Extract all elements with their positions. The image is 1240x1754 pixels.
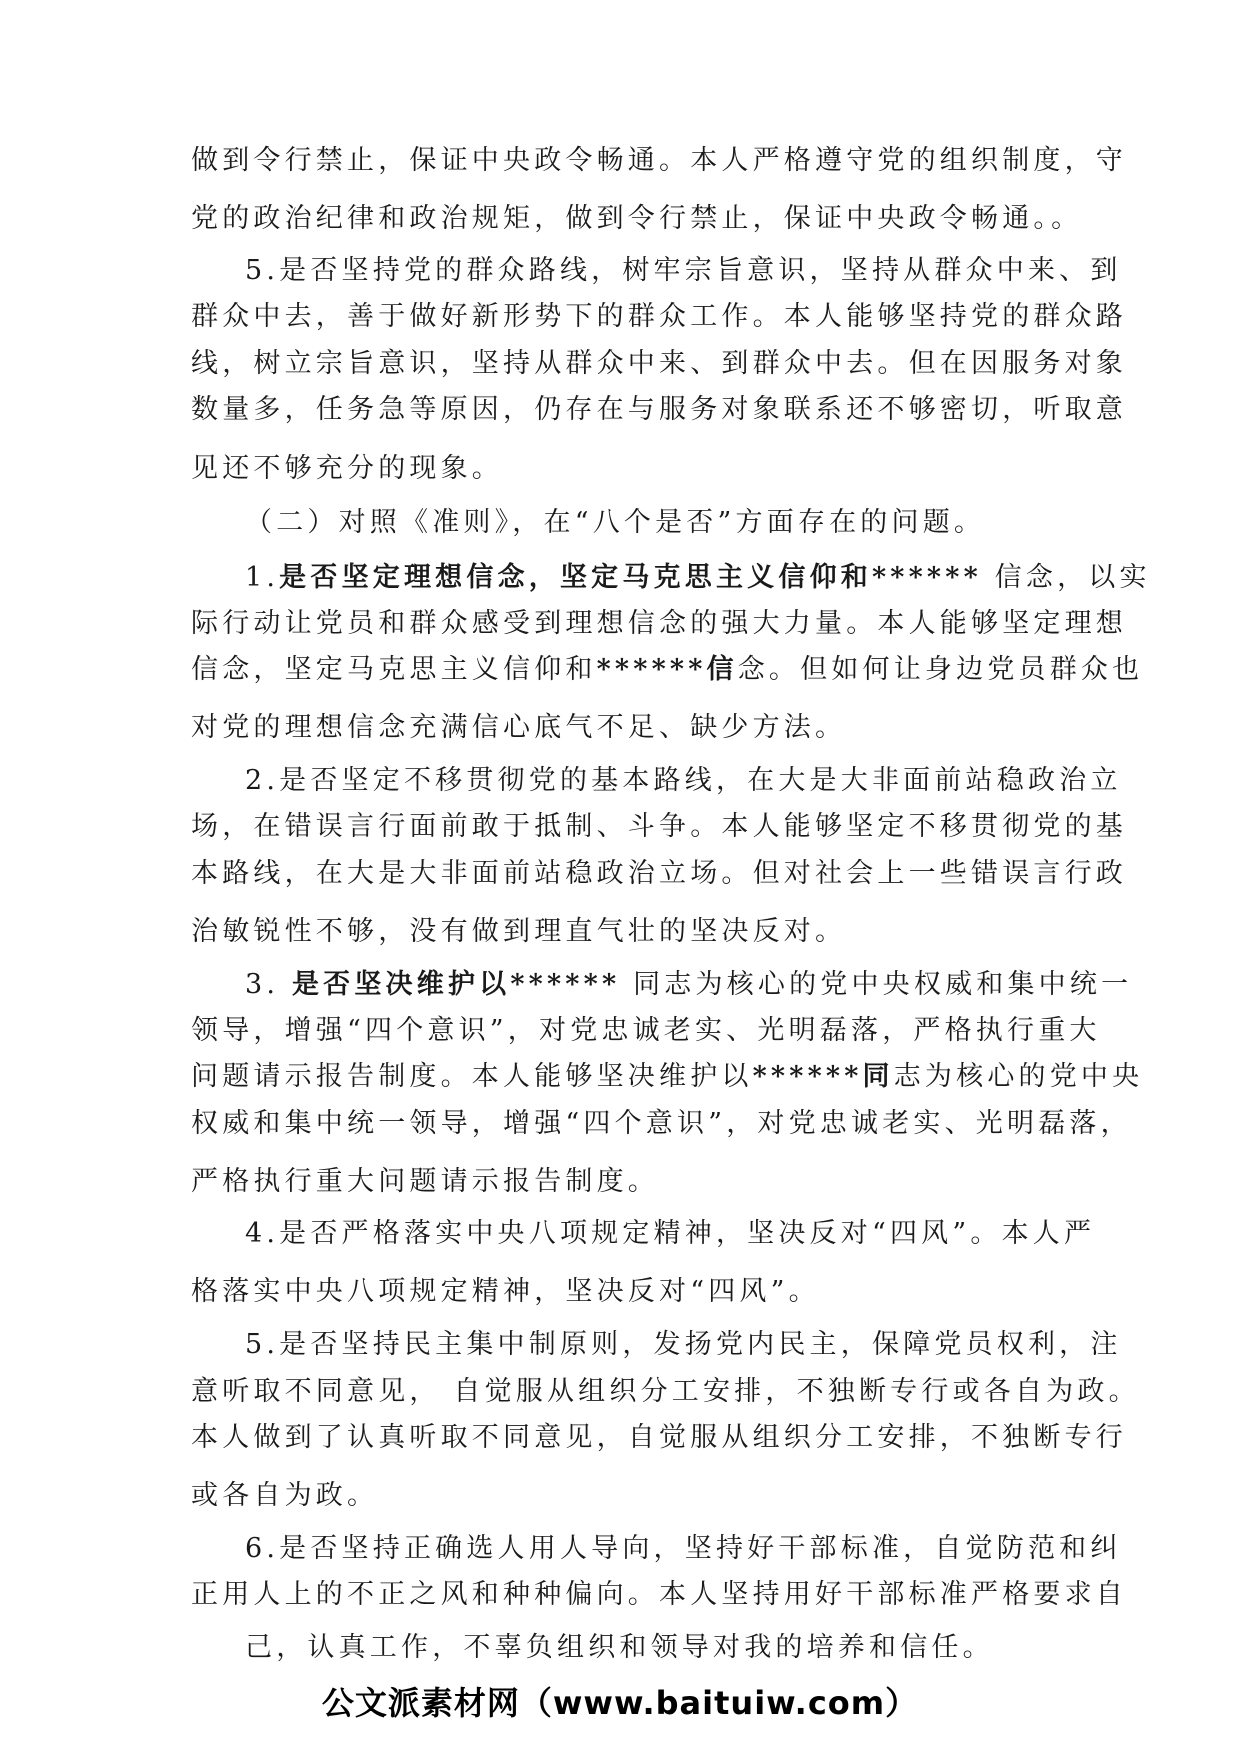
item-number: 3. xyxy=(245,969,292,1000)
bold-text: ******信 xyxy=(596,654,738,685)
text-line: 际行动让党员和群众感受到理想信念的强大力量。本人能够坚定理想 xyxy=(191,608,1127,639)
text-line xyxy=(191,1059,1144,1095)
line-rest: 信念，以实 xyxy=(981,562,1151,593)
bold-text: ******同 xyxy=(752,1061,894,1092)
text-line xyxy=(245,560,1151,596)
text-line: 2.是否坚定不移贯彻党的基本路线，在大是大非面前站稳政治立 xyxy=(245,765,1122,796)
text-line: 格落实中央八项规定精神，坚决反对“四风”。 xyxy=(191,1276,820,1307)
text-line: 6.是否坚持正确选人用人导向，坚持好干部标准，自觉防范和纠 xyxy=(245,1533,1122,1564)
text-line: 做到令行禁止，保证中央政令畅通。本人严格遵守党的组织制度，守 xyxy=(191,145,1127,176)
text-line: 见还不够充分的现象。 xyxy=(191,453,503,484)
line-pre: 信念，坚定马克思主义信仰和 xyxy=(191,654,597,685)
text-line: 党的政治纪律和政治规矩，做到令行禁止，保证中央政令畅通。。 xyxy=(191,203,1083,234)
text-line: 线，树立宗旨意识，坚持从群众中来、到群众中去。但在因服务对象 xyxy=(191,348,1127,379)
section-heading: （二）对照《准则》，在“八个是否”方面存在的问题。 xyxy=(245,507,986,538)
footer-watermark: 公文派素材网（www.baituiw.com） xyxy=(321,1684,919,1722)
text-line: 5.是否坚持民主集中制原则，发扬党内民主，保障党员权利，注 xyxy=(245,1329,1122,1360)
text-line: 正用人上的不正之风和种种偏向。本人坚持用好干部标准严格要求自 xyxy=(191,1579,1127,1610)
text-line: 治敏锐性不够，没有做到理直气壮的坚决反对。 xyxy=(191,916,847,947)
line-rest: 志为核心的党中央 xyxy=(893,1061,1144,1092)
line-rest: 念。但如何让身边党员群众也 xyxy=(737,654,1144,685)
text-line: 5.是否坚持党的群众路线，树牢宗旨意识，坚持从群众中来、到 xyxy=(245,255,1122,286)
text-line: 领导，增强“四个意识”，对党忠诚老实、光明磊落，严格执行重大 xyxy=(191,1015,1101,1046)
text-line: 本路线，在大是大非面前站稳政治立场。但对社会上一些错误言行政 xyxy=(191,858,1127,889)
item-number: 1. xyxy=(245,562,280,593)
text-line xyxy=(191,652,1144,688)
text-line: 对党的理想信念充满信心底气不足、缺少方法。 xyxy=(191,712,847,743)
text-line: 数量多，任务急等原因，仍存在与服务对象联系还不够密切，听取意 xyxy=(191,394,1127,425)
text-line: 4.是否严格落实中央八项规定精神，坚决反对“四风”。本人严 xyxy=(245,1218,1096,1249)
text-line: 群众中去，善于做好新形势下的群众工作。本人能够坚持党的群众路 xyxy=(191,301,1127,332)
text-line xyxy=(245,967,1133,1003)
text-line: 严格执行重大问题请示报告制度。 xyxy=(191,1166,659,1197)
text-line: 权威和集中统一领导，增强“四个意识”，对党忠诚老实、光明磊落， xyxy=(191,1108,1132,1139)
text-line: 己，认真工作，不辜负组织和领导对我的培养和信任。 xyxy=(245,1632,994,1663)
text-line: 场，在错误言行面前敢于抵制、斗争。本人能够坚定不移贯彻党的基 xyxy=(191,811,1127,842)
text-line: 或各自为政。 xyxy=(191,1480,379,1511)
line-pre: 问题请示报告制度。本人能够坚决维护以 xyxy=(191,1061,753,1092)
bold-text: 是否坚决维护以****** xyxy=(291,969,621,1000)
bold-text: 是否坚定理想信念，坚定马克思主义信仰和****** xyxy=(279,562,982,593)
text-line: 意听取不同意见， 自觉服从组织分工安排，不独断专行或各自为政。 xyxy=(191,1376,1140,1407)
text-line: 本人做到了认真听取不同意见，自觉服从组织分工安排，不独断专行 xyxy=(191,1422,1127,1453)
line-rest: 同志为核心的党中央权威和集中统一 xyxy=(620,969,1133,1000)
